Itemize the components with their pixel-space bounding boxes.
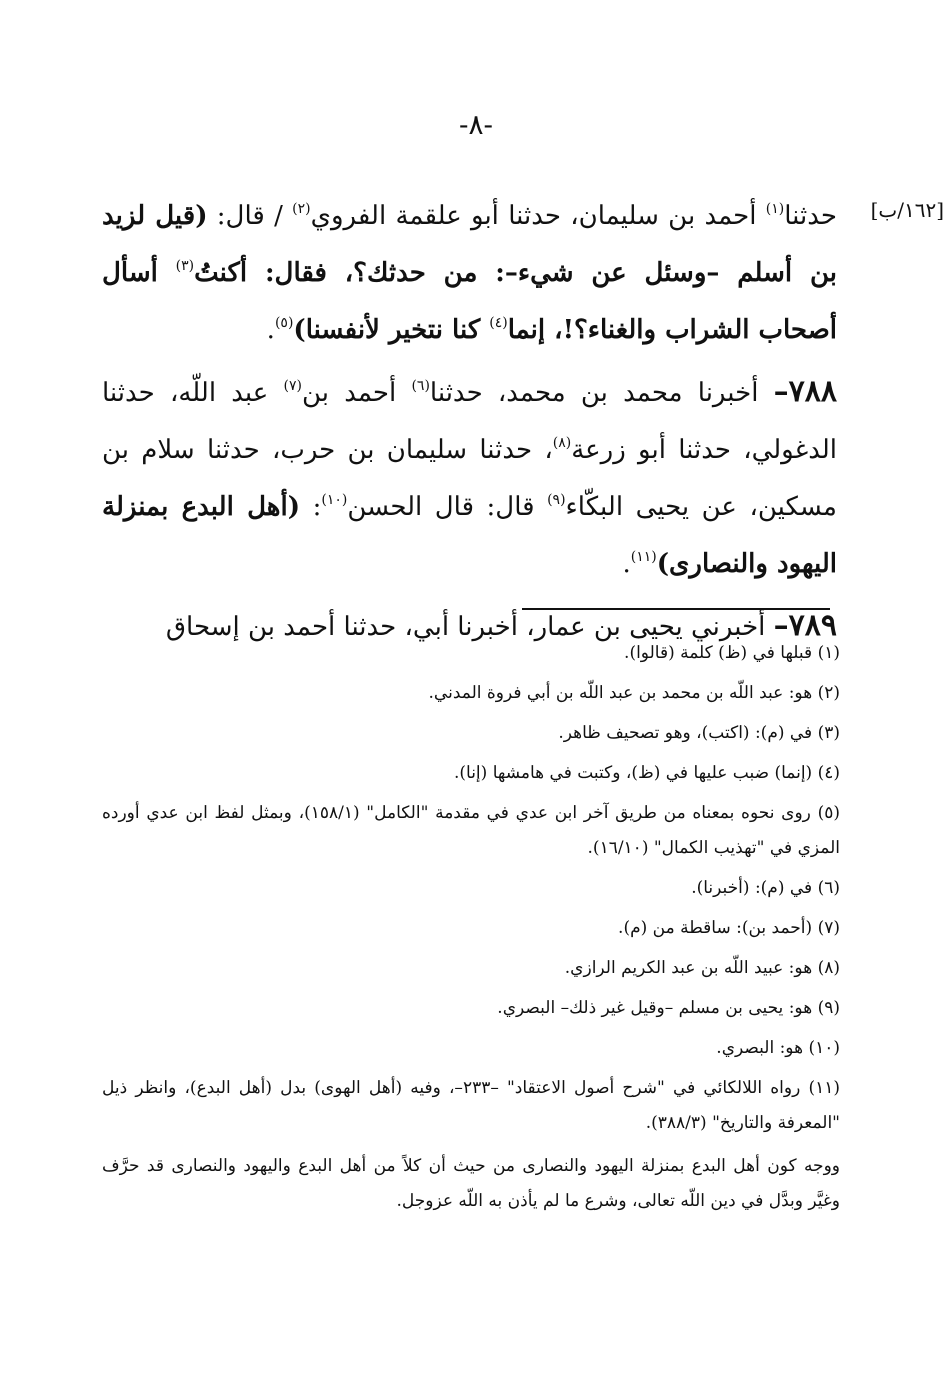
text-segment: حدثنا (784, 201, 837, 231)
footnote-number: (٩) (817, 998, 840, 1018)
quoted-saying: كنا نتخير لأنفسنا) (293, 315, 490, 345)
text-segment: أخبرني يحيى بن عمار، أخبرنا أبي، حدثنا أحمد بن إسحاق (165, 612, 774, 642)
paragraph-intro (102, 188, 837, 359)
text-segment: : (300, 492, 322, 522)
footnote-item (102, 676, 840, 711)
paragraph-788 (102, 363, 837, 593)
footnote-text: هو: عبيد اللّه بن عبد الكريم الرازي. (564, 958, 818, 978)
footnote-item (102, 756, 840, 791)
quoted-saying: (أهل البدع بمنزلة اليهود والنصارى) (102, 492, 837, 579)
text-segment: ، حدثنا سليمان بن حرب، حدثنا سلام بن مسكين، عن يحيى البكّاء (102, 435, 837, 522)
footnote-ref: (٦) (411, 378, 430, 394)
footnote-number: (١٠) (808, 1038, 840, 1058)
footnote-item (102, 1071, 840, 1141)
folio-marker: [١٦٢/ب] (870, 198, 944, 222)
footnote-separator (522, 608, 830, 610)
footnote-ref: (٨) (552, 435, 572, 451)
main-text (102, 188, 837, 656)
quoted-saying: (قيل لزيد بن أسلم –وسئل عن شيء–: من حدثك؟، فقال: أكنتُ (102, 201, 838, 288)
footnote-number: (١١) (808, 1078, 840, 1098)
footnote-number: (٢) (817, 683, 840, 703)
footnote-number: (١) (817, 643, 840, 663)
text-segment: قال: قال الحسن (347, 492, 548, 522)
footnote-number: (٦) (817, 878, 840, 898)
footnote-item (102, 871, 840, 906)
footnote-item (102, 1031, 840, 1066)
hadith-number: ٧٨٩– (773, 608, 837, 643)
page-number: -٨- (459, 108, 493, 141)
footnote-ref: (١) (765, 201, 785, 217)
footnote-text: (إنما) ضبب عليها في (ظ)، وكتبت في هامشها (إنا). (453, 763, 818, 783)
footnote-number: (٨) (817, 958, 840, 978)
footnote-item (102, 951, 840, 986)
footnote-text: (أحمد بن): ساقطة من (م). (618, 918, 818, 938)
footnote-ref: (٧) (283, 378, 302, 394)
footnote-item (102, 911, 840, 946)
footnote-text: رواه اللالكائي في "شرح أصول الاعتقاد" –٢٣٣–، وفيه (أهل الهوى) بدل (أهل البدع)، وانظر ذيل "المعرفة والتاريخ" (٣٨٨/٣). (102, 1078, 840, 1133)
hadith-number: ٧٨٨– (773, 374, 837, 409)
footnote-item (102, 636, 840, 671)
footnote-text: هو: عبد اللّه بن محمد بن عبد اللّه بن أبي فروة المدني. (428, 683, 818, 703)
footnote-ref: (٣) (175, 258, 195, 274)
footnote-number: (٤) (817, 763, 840, 783)
footnote-ref: (٢) (292, 201, 311, 217)
footnote-number: (٥) (817, 803, 840, 823)
text-segment: / قال: (207, 201, 293, 231)
footnote-commentary: ووجه كون أهل البدع بمنزلة اليهود والنصارى من حيث أن كلاً من أهل البدع واليهود والنصارى قد حرَّف وغيَّر وبدَّل في دين اللّه تعالى، وشرع ما لم يأذن به اللّه عزوجل. (102, 1156, 840, 1211)
text-segment: . (622, 549, 631, 579)
text-segment: أخبرنا محمد بن محمد، حدثنا (429, 378, 774, 408)
footnote-text: روى نحوه بمعناه من طريق آخر ابن عدي في مقدمة "الكامل" (١٥٨/١)، وبمثل لفظ ابن عدي أورده المزي في "تهذيب الكمال" (١٦/١٠). (102, 803, 840, 858)
footnote-item (102, 991, 840, 1026)
footnotes (102, 636, 840, 1219)
footnote-item (102, 796, 840, 866)
footnote-text: هو: البصري. (716, 1038, 809, 1058)
footnote-ref: (٥) (274, 315, 294, 331)
quoted-saying: أسأل أصحاب الشراب والغناء؟!، إنما (102, 258, 837, 345)
footnote-text: في (م): (اكتب)، وهو تصحيف ظاهر. (558, 723, 818, 743)
footnote-ref: (١١) (630, 549, 657, 565)
footnote-number: (٧) (817, 918, 840, 938)
text-segment: أحمد بن سليمان، حدثنا أبو علقمة الفروي (310, 201, 766, 231)
text-segment: أحمد بن (301, 378, 412, 408)
footnote-text: في (م): (أخبرنا). (691, 878, 818, 898)
text-segment: عبد اللّه، حدثنا الدغولي، حدثنا أبو زرعة (102, 378, 838, 465)
footnote-ref: (٤) (489, 315, 508, 331)
footnote-text: قبلها في (ظ) كلمة (قالوا). (624, 643, 818, 663)
footnote-item (102, 716, 840, 751)
text-segment: . (266, 315, 275, 345)
footnote-number: (٣) (817, 723, 840, 743)
footnote-ref: (١٠) (321, 492, 348, 508)
footnote-text: هو: يحيى بن مسلم –وقيل غير ذلك– البصري. (497, 998, 818, 1018)
footnote-ref: (٩) (547, 492, 566, 508)
footnote-list (102, 636, 840, 1141)
